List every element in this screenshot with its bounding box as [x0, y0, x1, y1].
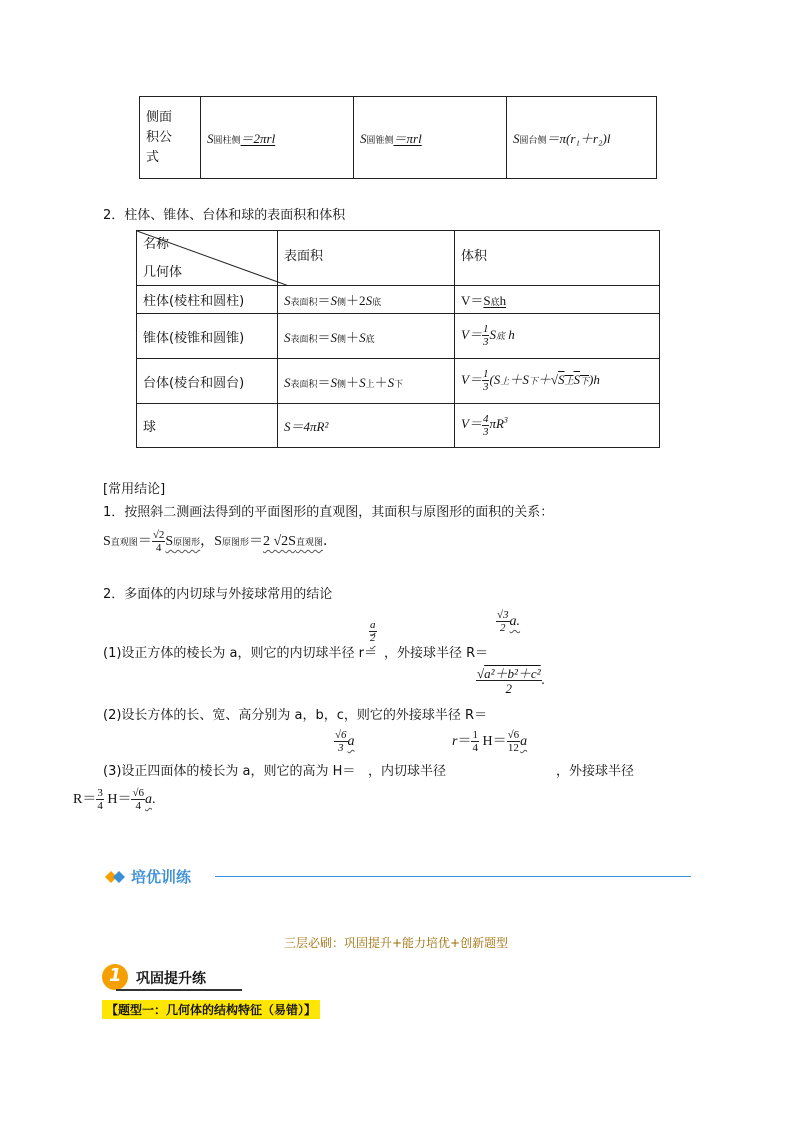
row-name: 锥体(棱锥和圆锥) [137, 314, 278, 359]
frustum-lateral-cell: S圆台侧＝π(r₁＋r₂)l [507, 97, 657, 179]
table-row [137, 404, 660, 448]
corner-cell [137, 231, 278, 286]
p2-text: (2)设长方体的长、宽、高分别为 a，b，c，则它的外接球半径 R＝ [103, 708, 488, 723]
frustum-formula: ＝π(r₁＋r₂)l [546, 131, 611, 146]
banner-divider [215, 876, 691, 877]
item1-text: 1．按照斜二测画法得到的平面图形的直观图，其面积与原图形的面积的关系： [103, 505, 554, 520]
p3-mid-text: ，内切球半径 [368, 764, 447, 779]
p3-end-text: ，外接球半径 [556, 764, 635, 779]
p1-r-formula: $\frac{a}{2}$ [370, 619, 376, 644]
cone-lateral-cell: S圆锥侧＝πrl [354, 97, 507, 179]
section2-title: 2．柱体、锥体、台体和球的表面积和体积 [103, 208, 346, 223]
row-name: 台体(棱台和圆台) [137, 359, 278, 404]
row-area: S表面积＝S侧＋S底 [278, 314, 455, 359]
training-banner [103, 866, 691, 888]
row-volume: V＝S底h [455, 286, 660, 314]
row-label-line: 式 [146, 149, 160, 165]
level-title: 巩固提升练 [136, 971, 206, 987]
row-volume: V＝ $\frac{4}{3}$ $\pi R^3$ [455, 404, 660, 448]
lateral-area-table [139, 96, 657, 179]
row-area: S表面积＝S侧＋S上＋S下 [278, 359, 455, 404]
question-type-tag: 【题型一：几何体的结构特征（易错）】 [102, 1000, 320, 1019]
cone-formula: ＝πrl [393, 131, 422, 146]
table-row [137, 286, 660, 314]
corner-top-label: 名称 [143, 237, 170, 252]
row-volume: V＝ $\frac{1}{3}$ S底 h [455, 314, 660, 359]
col-volume-header: 体积 [455, 231, 660, 286]
row-area: S＝4πR² [278, 404, 455, 448]
table-row [137, 359, 660, 404]
col-area-header: 表面积 [278, 231, 455, 286]
subtitle: 三层必刷：巩固提升+能力培优+创新题型 [284, 936, 509, 950]
level-underline [116, 989, 242, 991]
row-label-line: 侧面 [146, 109, 173, 125]
p3-H-formula: $\frac{√6}{3}$ a [335, 729, 355, 754]
p1-text: (1)设正方体的棱长为 a，则它的内切球半径 r＝ [103, 646, 377, 661]
item2-text: 2．多面体的内切球与外接球常用的结论 [103, 587, 333, 602]
p3-text: (3)设正四面体的棱长为 a，则它的高为 H＝ [103, 764, 356, 779]
p2-R-formula: $\frac{\text{√a²＋b²＋c²}}{2}$ . [477, 666, 546, 696]
banner-title: 培优训练 [131, 868, 192, 886]
cylinder-formula: ＝2πrl [240, 131, 276, 146]
table-row [137, 314, 660, 359]
item1-formula: S直观图＝ $\frac{√2}{4}$ S原图形，S原图形＝2 √2S直观图． [103, 529, 337, 554]
corner-bottom-label: 几何体 [143, 265, 183, 280]
row-volume: V＝ $\frac{1}{3}$ (S上＋S下＋√S上S下)h [455, 359, 660, 404]
p1-R-formula: $\frac{√3}{2}$ a. [497, 609, 521, 634]
surface-volume-table [136, 230, 660, 448]
p3-R-formula: R＝ $\frac{3}{4}$ H＝ $\frac{√6}{4}$ a. [73, 787, 156, 812]
common-conclusions-title: [常用结论] [103, 482, 166, 497]
row-name: 柱体(棱柱和圆柱) [137, 286, 278, 314]
p3-r-formula: r＝ $\frac{1}{4}$ H＝ $\frac{√6}{12}$ a [452, 729, 528, 754]
cylinder-lateral-cell: S圆柱侧＝2πrl [201, 97, 354, 179]
row-name: 球 [137, 404, 278, 448]
level-number: 1 [109, 965, 122, 986]
row-label-cell [140, 97, 201, 179]
p1-mid-text: ，外接球半径 R＝ [384, 646, 489, 661]
row-area: S表面积＝S侧＋2S底 [278, 286, 455, 314]
double-diamond-icon [103, 868, 129, 886]
level-header [102, 964, 242, 992]
row-label-line: 积公 [146, 129, 173, 145]
